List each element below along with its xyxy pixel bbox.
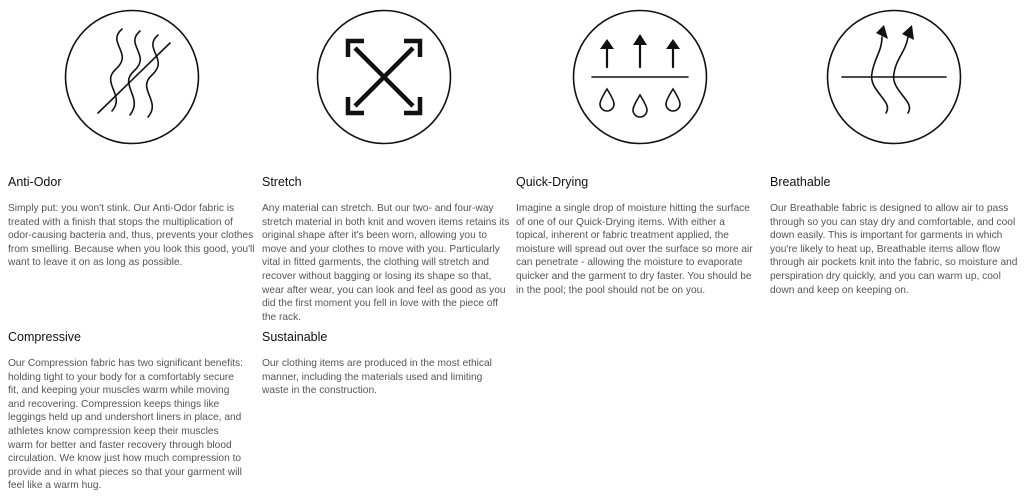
feature-description: Our clothing items are produced in the most ethical manner, including the materials used and limiting waste in the construction. bbox=[262, 358, 492, 397]
evaporation-arrows-drops-icon bbox=[572, 9, 708, 145]
feature-title: Sustainable bbox=[262, 330, 328, 344]
feature-compressive bbox=[8, 329, 246, 493]
airflow-arrows-icon bbox=[826, 9, 962, 145]
feature-anti-odor bbox=[8, 174, 258, 270]
four-way-arrows-icon bbox=[316, 9, 452, 145]
feature-title: Compressive bbox=[8, 330, 81, 344]
feature-description: Imagine a single drop of moisture hitting the surface of one of our Quick-Drying items. With either a topical, inherent or fabric treatment applied, the moisture will spread out over the surface so more air can penetrate - allowing the moisture to evaporate quicker and the garment to dry faster. You should be in the pool; the pool should not be on you. bbox=[516, 203, 753, 296]
feature-sustainable bbox=[262, 329, 510, 398]
feature-title: Anti-Odor bbox=[8, 175, 62, 189]
feature-stretch bbox=[262, 174, 510, 324]
feature-title: Quick-Drying bbox=[516, 175, 589, 189]
feature-breathable bbox=[770, 174, 1020, 297]
anti-odor-icon bbox=[64, 9, 200, 145]
feature-quick-drying bbox=[516, 174, 754, 297]
feature-description: Our Compression fabric has two significant benefits: holding tight to your body for a comfortably secure fit, and keeping your muscles warm while moving and recovering. Compression keeps things like leggings held up and undershort liners in place, and athletes know compression keep their muscles warm for better and faster recovery through blood circulation. We know just how much compression to provide and in what pieces so that your garment will feel like a warm hug. bbox=[8, 358, 243, 492]
feature-title: Breathable bbox=[770, 175, 831, 189]
feature-description: Our Breathable fabric is designed to allow air to pass through so you can stay dry and comfortable, and cool down easily. This is important for garments in which you're likely to heat up, Breathable items allow flow through air pockets knit into the fabric, so moisture and perspiration dry quickly, and you can warm up, cool down and keep on keeping on. bbox=[770, 203, 1018, 296]
feature-description: Simply put: you won't stink. Our Anti-Odor fabric is treated with a finish that stops the multiplication of odor-causing bacteria and, thus, prevents your clothes from smelling. Because when you look this good, you'll want to leave it on as long as possible. bbox=[8, 203, 255, 269]
feature-description: Any material can stretch. But our two- and four-way stretch material in both knit and woven items retains its original shape after it's been worn, allowing you to move and your clothes to move with you. Particularly vital in fitted garments, the clothing will stretch and recover without bagging or losing its shape so that, wear after wear, you can look and feel as good as you did the first moment you fell in love with the piece off the rack. bbox=[262, 203, 510, 323]
feature-title: Stretch bbox=[262, 175, 302, 189]
